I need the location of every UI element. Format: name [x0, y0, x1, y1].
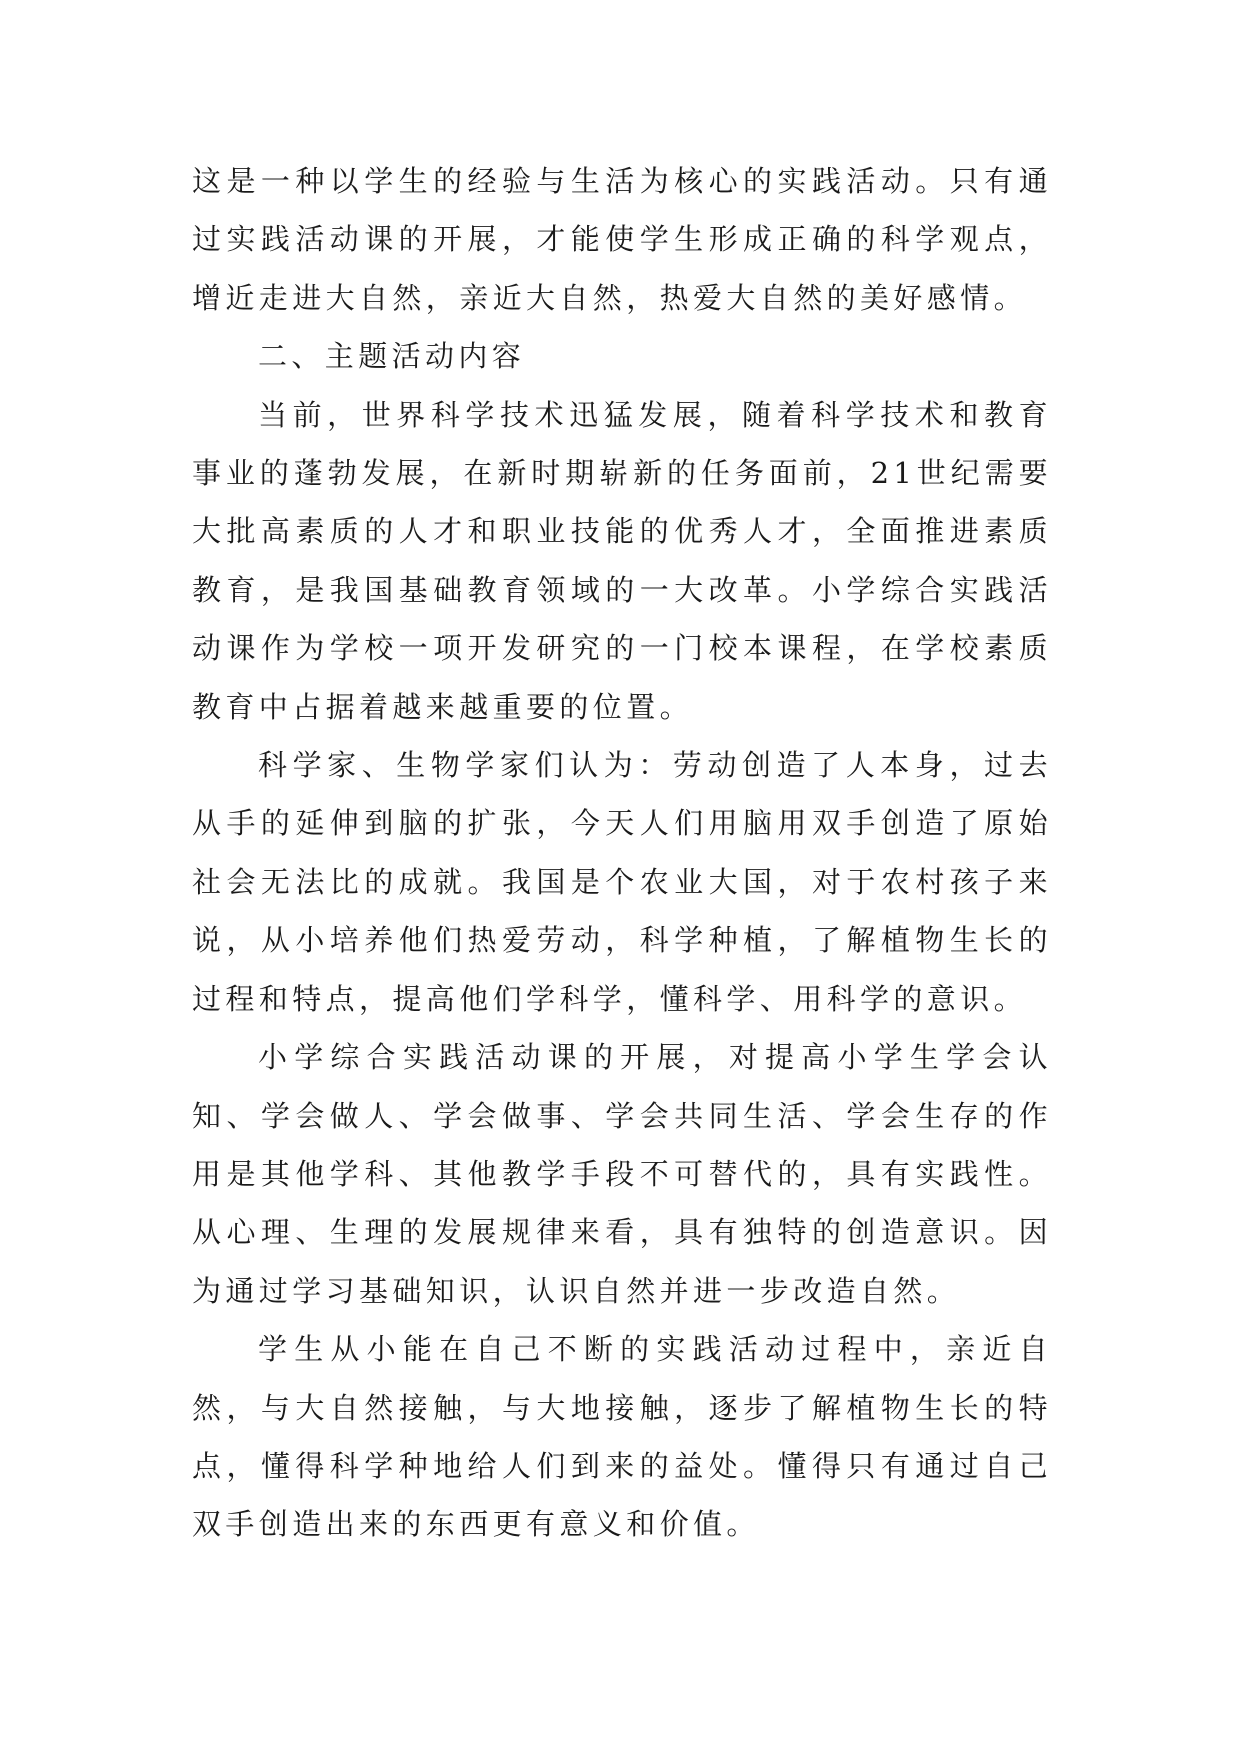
paragraph-practice-activity: 这是一种以学生的经验与生活为核心的实践活动。只有通过实践活动课的开展，才能使学生形成正确的科学观点，增近走进大自然，亲近大自然，热爱大自然的美好感情。	[192, 164, 1052, 315]
paragraph-comprehensive-practice: 小学综合实践活动课的开展，对提高小学生学会认知、学会做人、学会做事、学会共同生活、学会生存的作用是其他学科、其他教学手段不可替代的，具有实践性。从心理、生理的发展规律来看，具有独特的创造意识。因为通过学习基础知识，认识自然并进一步改造自然。	[192, 1040, 1052, 1308]
paragraph-student-nature: 学生从小能在自己不断的实践活动过程中，亲近自然，与大自然接触，与大地接触，逐步了解植物生长的特点，懂得科学种地给人们到来的益处。懂得只有通过自己双手创造出来的东西更有意义和价值。	[192, 1332, 1052, 1542]
paragraph-labor-creation: 科学家、生物学家们认为：劳动创造了人本身，过去从手的延伸到脑的扩张，今天人们用脑用双手创造了原始社会无法比的成就。我国是个农业大国，对于农村孩子来说，从小培养他们热爱劳动，科学种植，了解植物生长的过程和特点，提高他们学科学，懂科学、用科学的意识。	[192, 748, 1052, 1016]
paragraph-science-development: 当前，世界科学技术迅猛发展，随着科学技术和教育事业的蓬勃发展，在新时期崭新的任务面前，21世纪需要大批高素质的人才和职业技能的优秀人才，全面推进素质教育，是我国基础教育领域的一大改革。小学综合实践活动课作为学校一项开发研究的一门校本课程，在学校素质教育中占据着越来越重要的位置。	[192, 397, 1052, 724]
section-heading-activity-content: 二、主题活动内容	[258, 339, 526, 374]
document-body	[192, 152, 1052, 1554]
